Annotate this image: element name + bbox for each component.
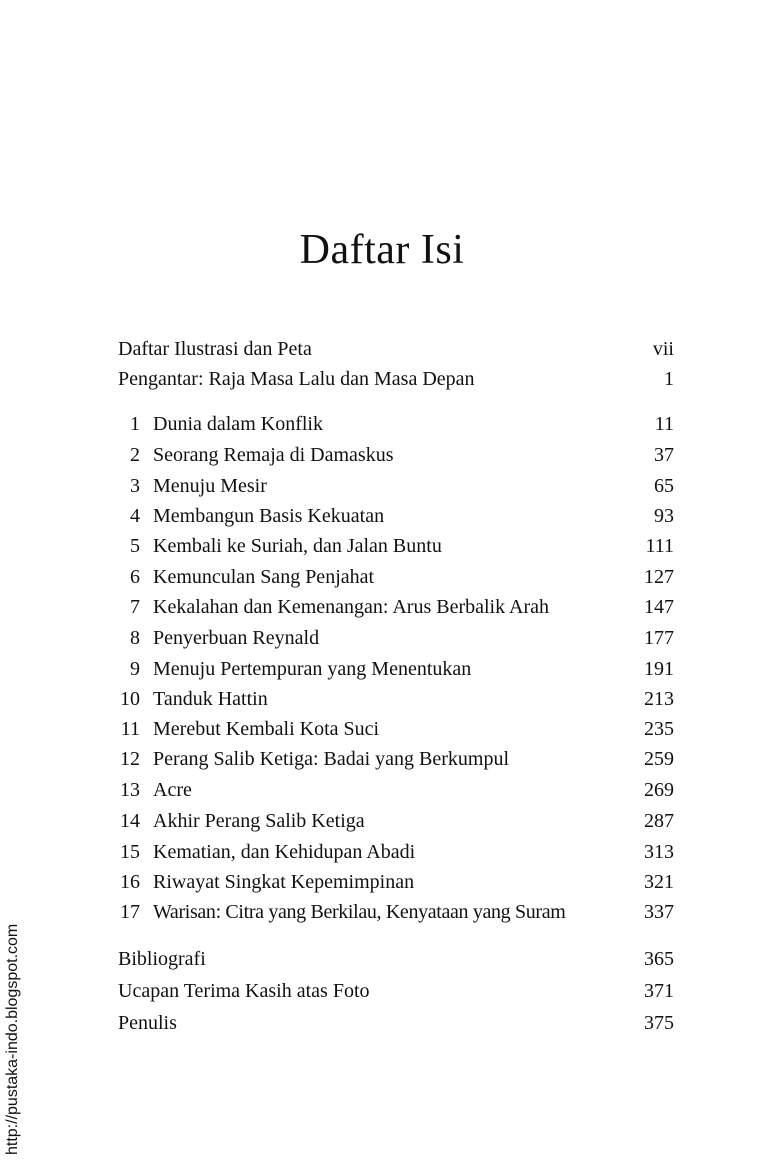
- toc-entry-label: Bibliografi: [118, 948, 206, 970]
- chapter-page: 111: [645, 535, 674, 557]
- chapter-number: 11: [120, 718, 140, 740]
- chapter-page: 127: [644, 566, 674, 588]
- chapter-number: 17: [120, 901, 140, 923]
- toc-entry-illustrations: [118, 334, 674, 364]
- chapter-number: 12: [120, 748, 140, 770]
- toc-chapter-2: [118, 440, 674, 470]
- chapter-number: 15: [120, 841, 140, 863]
- toc-chapter-17: [118, 897, 674, 927]
- toc-entry-author: [118, 1008, 674, 1038]
- chapter-page: 269: [644, 779, 674, 801]
- chapter-page: 287: [644, 810, 674, 832]
- chapter-title: Warisan: Citra yang Berkilau, Kenyataan yang Suram: [153, 901, 566, 923]
- chapter-title: Kematian, dan Kehidupan Abadi: [153, 841, 416, 863]
- toc-entry-page: 1: [664, 368, 674, 390]
- chapter-title: Riwayat Singkat Kepemimpinan: [153, 871, 415, 893]
- chapter-number: 8: [130, 627, 140, 649]
- chapter-title: Tanduk Hattin: [153, 688, 268, 710]
- chapter-title: Kembali ke Suriah, dan Jalan Buntu: [153, 535, 442, 557]
- toc-entry-page: 371: [644, 980, 674, 1002]
- toc-entry-page: 375: [644, 1012, 674, 1034]
- chapter-title: Acre: [153, 779, 192, 801]
- chapter-title: Merebut Kembali Kota Suci: [153, 718, 380, 740]
- chapter-page: 235: [644, 718, 674, 740]
- chapter-number: 10: [120, 688, 140, 710]
- chapter-page: 191: [644, 658, 674, 680]
- chapter-title: Penyerbuan Reynald: [153, 627, 320, 649]
- chapter-title: Akhir Perang Salib Ketiga: [153, 810, 365, 832]
- chapter-page: 11: [654, 413, 674, 435]
- toc-entry-page: vii: [652, 338, 674, 360]
- toc-entry-label: Penulis: [118, 1012, 177, 1034]
- chapter-title: Kemunculan Sang Penjahat: [153, 566, 375, 588]
- toc-chapter-11: [118, 714, 674, 744]
- toc-entry-label: Ucapan Terima Kasih atas Foto: [118, 980, 370, 1002]
- chapter-number: 5: [130, 535, 140, 557]
- chapter-page: 93: [654, 505, 674, 527]
- chapter-title: Menuju Pertempuran yang Menentukan: [153, 658, 472, 680]
- watermark-url: http://pustaka-indo.blogspot.com: [4, 923, 21, 1155]
- chapter-title: Dunia dalam Konflik: [153, 413, 323, 435]
- toc-chapter-15: [118, 837, 674, 867]
- chapter-number: 14: [120, 810, 140, 832]
- toc-chapter-10: [118, 684, 674, 714]
- page-title: Daftar Isi: [299, 227, 465, 273]
- chapter-title: Membangun Basis Kekuatan: [153, 505, 385, 527]
- toc-chapter-3: [118, 471, 674, 501]
- chapter-page: 213: [644, 688, 674, 710]
- chapter-number: 6: [130, 566, 140, 588]
- toc-entry-label: Pengantar: Raja Masa Lalu dan Masa Depan: [118, 368, 475, 390]
- toc-chapter-16: [118, 867, 674, 897]
- chapter-number: 7: [130, 596, 140, 618]
- chapter-number: 9: [130, 658, 140, 680]
- chapter-number: 16: [120, 871, 140, 893]
- chapter-title: Menuju Mesir: [153, 475, 267, 497]
- chapter-page: 313: [644, 841, 674, 863]
- toc-entry-label: Daftar Ilustrasi dan Peta: [118, 338, 312, 360]
- toc-chapter-12: [118, 744, 674, 774]
- chapter-number: 1: [130, 413, 140, 435]
- chapter-page: 337: [644, 901, 674, 923]
- chapter-number: 3: [130, 475, 140, 497]
- toc-entry-page: 365: [644, 948, 674, 970]
- toc-chapter-14: [118, 806, 674, 836]
- chapter-number: 4: [130, 505, 140, 527]
- toc-entry-photo-credits: [118, 976, 674, 1006]
- chapter-page: 37: [654, 444, 674, 466]
- toc-chapter-13: [118, 775, 674, 805]
- toc-entry-bibliography: [118, 944, 674, 974]
- toc-chapter-7: [118, 592, 674, 622]
- table-of-contents: [118, 0, 674, 1175]
- toc-chapter-4: [118, 501, 674, 531]
- chapter-title: Perang Salib Ketiga: Badai yang Berkumpul: [153, 748, 510, 770]
- chapter-page: 177: [644, 627, 674, 649]
- chapter-page: 147: [644, 596, 674, 618]
- chapter-page: 259: [644, 748, 674, 770]
- toc-chapter-5: [118, 531, 674, 561]
- toc-entry-introduction: [118, 364, 674, 394]
- chapter-title: Kekalahan dan Kemenangan: Arus Berbalik Arah: [153, 596, 549, 618]
- toc-chapter-9: [118, 654, 674, 684]
- chapter-title: Seorang Remaja di Damaskus: [153, 444, 394, 466]
- toc-chapter-6: [118, 562, 674, 592]
- chapter-number: 2: [130, 444, 140, 466]
- toc-chapter-1: [118, 409, 674, 439]
- chapter-page: 65: [654, 475, 674, 497]
- chapter-page: 321: [644, 871, 674, 893]
- toc-chapter-8: [118, 623, 674, 653]
- chapter-number: 13: [120, 779, 140, 801]
